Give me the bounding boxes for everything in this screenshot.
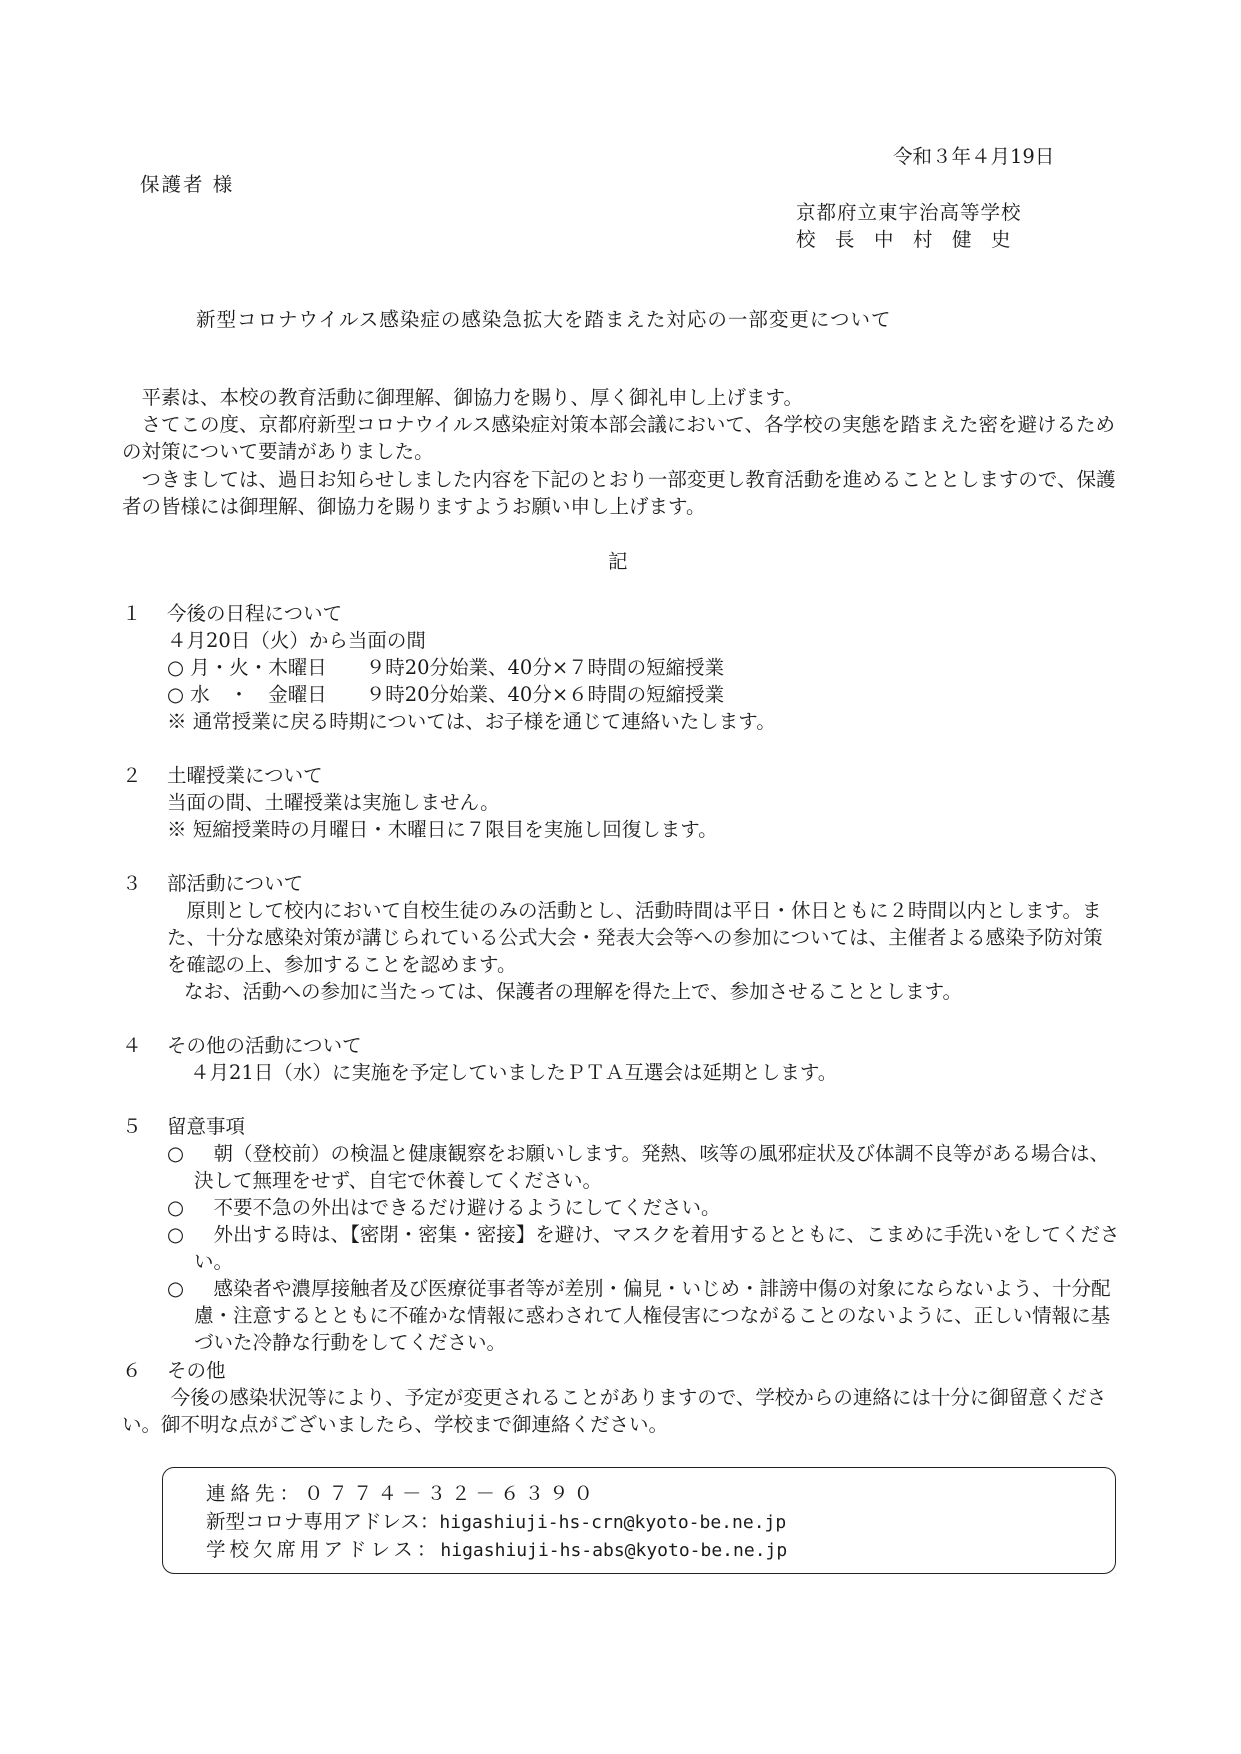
section-title: 今後の日程について [167, 602, 343, 625]
section-title: 留意事項 [167, 1115, 246, 1138]
section-number: ３ [122, 872, 142, 895]
section-note: ※ 短縮授業時の月曜日・木曜日に７限目を実施し回復します。 [167, 818, 718, 841]
corona-email-label: 新型コロナ専用アドレス： [206, 1510, 440, 1533]
absence-email-label: 学校欠席用アドレス： [206, 1538, 441, 1561]
document-title: 新型コロナウイルス感染症の感染急拡大を踏まえた対応の一部変更について [196, 308, 892, 331]
schedule-line: ○ 水 ・ 金曜日 ９時20分始業、40分×６時間の短縮授業 [167, 683, 725, 706]
section-title: 土曜授業について [167, 764, 323, 787]
school-name: 京都府立東宇治高等学校 [796, 201, 1022, 224]
schedule-line: ○ 月・火・木曜日 ９時20分始業、40分×７時間の短縮授業 [167, 656, 725, 679]
recipient: 保護者 様 [140, 173, 235, 196]
bullet-circle: ○ [167, 1223, 185, 1246]
club-activity-note: なお、活動への参加に当たっては、保護者の理解を得た上で、参加させることとします。 [184, 980, 963, 1003]
intro-paragraph-1: 平素は、本校の教育活動に御理解、御協力を賜り、厚く御礼申し上げます。 [141, 386, 803, 409]
absence-contact-row [206, 1536, 787, 1564]
bullet-circle: ○ [167, 1142, 185, 1165]
section-number: ６ [122, 1359, 142, 1382]
intro-paragraph-2: さてこの度、京都府新型コロナウイルス感染症対策本部会議において、各学校の実態を踏まえた密を避けるための対策について要請がありました。 [122, 413, 1115, 463]
corona-email[interactable]: higashiuji-hs-crn@kyoto-be.ne.jp [439, 1512, 787, 1533]
section-title: 部活動について [167, 872, 304, 895]
section-line: 当面の間、土曜授業は実施しません。 [167, 791, 500, 814]
schedule-note: ※ 通常授業に戻る時期については、お子様を通じて連絡いたします。 [167, 710, 776, 733]
bullet-circle: ○ [167, 1277, 185, 1300]
intro-paragraph-3: つきましては、過日お知らせしました内容を下記のとおり一部変更し教育活動を進めることとしますので、保護者の皆様には御理解、御協力を賜りますようお願い申し上げます。 [122, 468, 1116, 518]
bullet-circle: ○ [167, 1196, 185, 1219]
ki-heading: 記 [608, 550, 628, 573]
notice-item: 感染者や濃厚接触者及び医療従事者等が差別・偏見・いじめ・誹謗中傷の対象にならないよう、十分配慮・注意するとともに不確かな情報に惑わされて人権侵害につながることのないように、正しい情報に基づいた冷静な行動をしてください。 [194, 1277, 1111, 1354]
notice-item: 不要不急の外出はできるだけ避けるようにしてください。 [213, 1196, 721, 1219]
principal-name: 校 長 中 村 健 史 [796, 228, 1011, 251]
section-number: ５ [122, 1115, 142, 1138]
section-line: ４月21日（水）に実施を予定していましたＰＴＡ互選会は延期とします。 [190, 1061, 838, 1084]
document-date: 令和３年４月19日 [893, 145, 1055, 168]
section-number: ４ [122, 1034, 142, 1057]
section-title: その他の活動について [167, 1034, 362, 1057]
other-paragraph: 今後の感染状況等により、予定が変更されることがありますので、学校からの連絡には十分に御留意ください。御不明な点がございましたら、学校まで御連絡ください。 [122, 1386, 1107, 1436]
section-number: ２ [122, 764, 142, 787]
notice-item: 朝（登校前）の検温と健康観察をお願いします。発熱、咳等の風邪症状及び体調不良等がある場合は、決して無理をせず、自宅で休養してください。 [194, 1142, 1109, 1192]
section-number: １ [122, 602, 142, 625]
corona-contact-row [206, 1508, 786, 1536]
absence-email[interactable]: higashiuji-hs-abs@kyoto-be.ne.jp [440, 1540, 788, 1561]
schedule-line: ４月20日（火）から当面の間 [167, 629, 426, 652]
notice-item: 外出する時は、【密閉・密集・密接】を避け、マスクを着用するとともに、こまめに手洗いをしてください。 [194, 1223, 1120, 1273]
section-title: その他 [167, 1359, 226, 1382]
contact-phone: 連絡先：０７７４－３２－６３９０ [206, 1482, 599, 1505]
club-activity-paragraph: 原則として校内において自校生徒のみの活動とし、活動時間は平日・休日ともに２時間以内とします。また、十分な感染対策が講じられている公式大会・発表大会等への参加については、主催者よる感染予防対策を確認の上、参加することを認めます。 [167, 899, 1103, 976]
